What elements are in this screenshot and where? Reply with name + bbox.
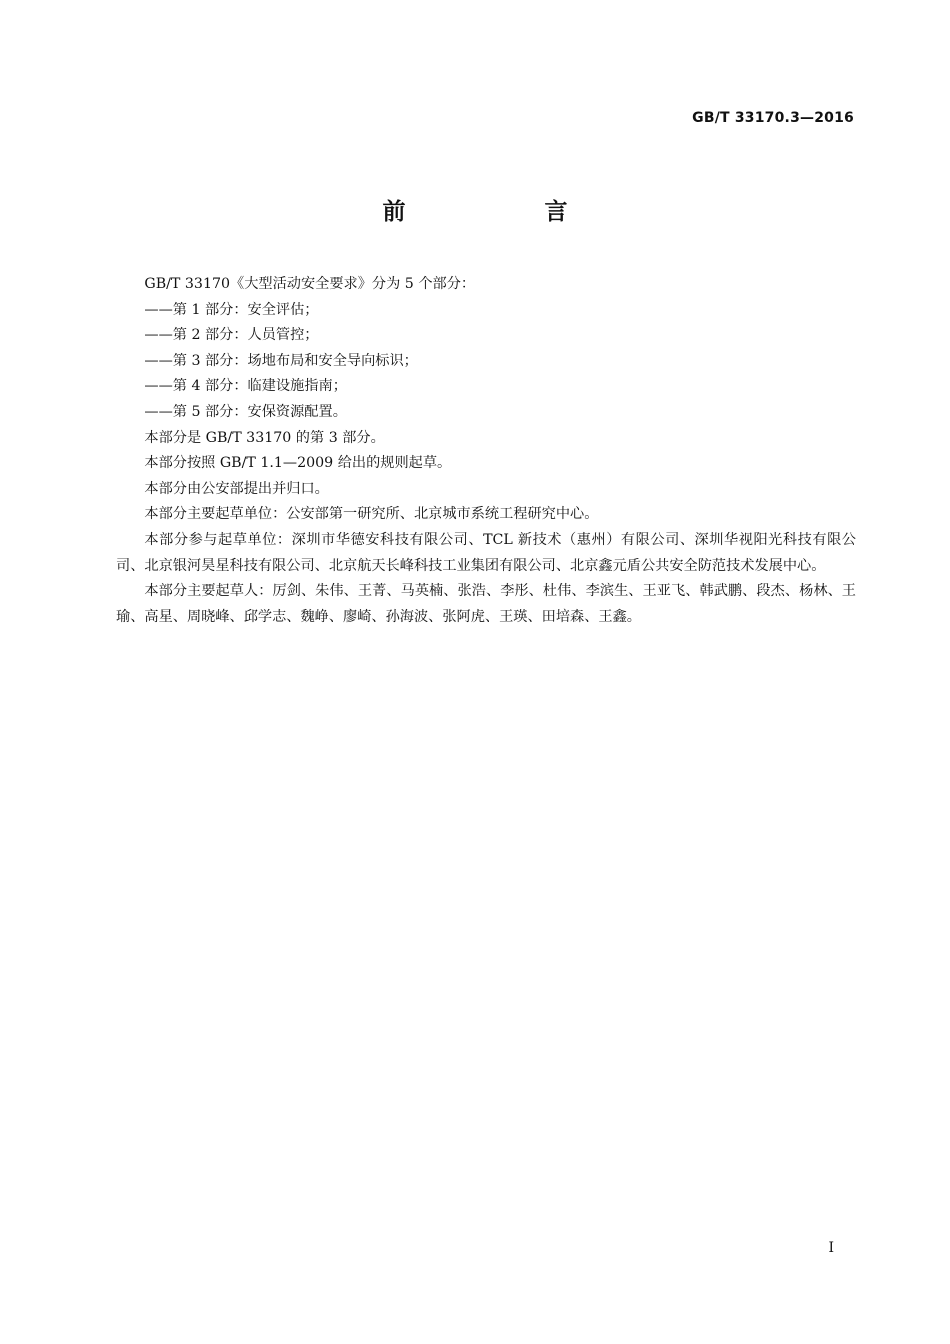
drafters-paragraph: 本部分主要起草人：厉剑、朱伟、王菁、马英楠、张浩、李彤、杜伟、李滨生、王亚飞、韩武鹏、段杰、杨林、王瑜、高星、周晓峰、邱学志、魏峥、廖崎、孙海波、张阿虎、王瑛、田培森、王鑫。 [116, 583, 856, 625]
part-statement-paragraph: 本部分是 GB/T 33170 的第 3 部分。 [144, 429, 385, 446]
foreword-body [116, 272, 856, 630]
part-list-item: ——第 5 部分：安保资源配置。 [144, 403, 347, 420]
standard-code: GB/T 33170.3—2016 [692, 110, 854, 126]
part-list-item: ——第 1 部分：安全评估； [144, 301, 319, 318]
part-list-item: ——第 3 部分：场地布局和安全导向标识； [144, 352, 418, 369]
participating-units-paragraph: 本部分参与起草单位：深圳市华德安科技有限公司、TCL 新技术（惠州）有限公司、深圳华视阳光科技有限公司、北京银河昊星科技有限公司、北京航天长峰科技工业集团有限公司、北京鑫元盾公共安全防范技术发展中心。 [116, 531, 856, 574]
part-list-item: ——第 2 部分：人员管控； [144, 327, 319, 344]
page-number: I [828, 1240, 834, 1256]
drafting-rules-paragraph: 本部分按照 GB/T 1.1—2009 给出的规则起草。 [144, 455, 452, 472]
main-drafting-units-paragraph: 本部分主要起草单位：公安部第一研究所、北京城市系统工程研究中心。 [144, 506, 599, 523]
part-list-item: ——第 4 部分：临建设施指南； [144, 378, 347, 395]
page-title: 前 言 [382, 199, 626, 225]
proposer-paragraph: 本部分由公安部提出并归口。 [144, 480, 329, 497]
intro-paragraph: GB/T 33170《大型活动安全要求》分为 5 个部分： [144, 276, 476, 292]
